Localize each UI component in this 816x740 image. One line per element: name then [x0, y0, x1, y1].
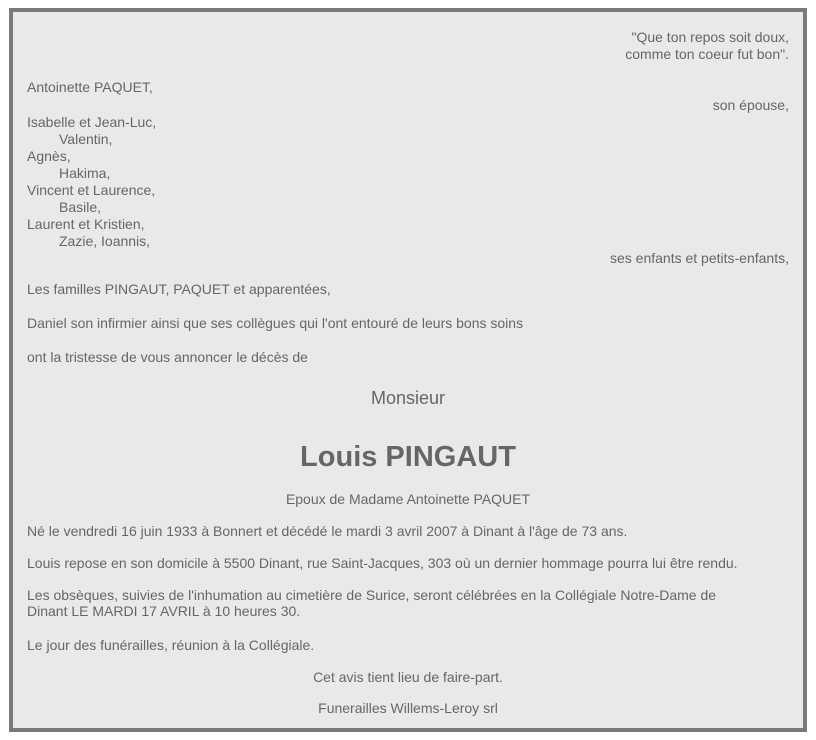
- family-line: Valentin,: [59, 131, 113, 147]
- family-line: Agnès,: [27, 148, 71, 164]
- family-line: Laurent et Kristien,: [27, 216, 145, 232]
- repose-line: Louis repose en son domicile à 5500 Dinant, rue Saint-Jacques, 303 où un dernier hommage pourra lui être rendu.: [27, 555, 738, 571]
- funeral-line-2: Dinant LE MARDI 17 AVRIL à 10 heures 30.: [27, 603, 301, 619]
- family-line: Zazie, Ioannis,: [59, 233, 151, 249]
- birth-death-line: Né le vendredi 16 juin 1933 à Bonnert et décédé le mardi 3 avril 2007 à Dinant à l'âge de 73 ans.: [27, 523, 628, 539]
- death-notice-card: [9, 8, 807, 732]
- notice-line: Cet avis tient lieu de faire-part.: [313, 669, 503, 685]
- family-line: Vincent et Laurence,: [27, 182, 156, 198]
- company-name: Funerailles Willems-Leroy srl: [318, 700, 498, 716]
- family-line: Hakima,: [59, 165, 111, 181]
- spouse-name: Antoinette PAQUET,: [27, 79, 153, 95]
- nurse-line: Daniel son infirmier ainsi que ses collègues qui l'ont entouré de leurs bons soins: [27, 315, 524, 331]
- deceased-spouse-line: Epoux de Madame Antoinette PAQUET: [285, 491, 531, 507]
- quote-line-2: comme ton coeur fut bon".: [625, 46, 789, 62]
- family-line: Basile,: [59, 199, 102, 215]
- family-role: ses enfants et petits-enfants,: [610, 250, 789, 266]
- family-line: Isabelle et Jean-Luc,: [27, 114, 157, 130]
- deceased-name: Louis PINGAUT: [300, 441, 516, 473]
- spouse-role: son épouse,: [712, 97, 789, 113]
- quote-line-1: "Que ton repos soit doux,: [631, 29, 789, 45]
- announce-line: ont la tristesse de vous annoncer le décès de: [27, 349, 308, 365]
- deceased-title: Monsieur: [370, 388, 446, 408]
- reception-line: Le jour des funérailles, réunion à la Collégiale.: [27, 637, 315, 653]
- funeral-line-1: Les obsèques, suivies de l'inhumation au cimetière de Surice, seront célébrées en la Collégiale Notre-Dame de: [27, 587, 717, 603]
- families-line: Les familles PINGAUT, PAQUET et apparentées,: [27, 281, 331, 297]
